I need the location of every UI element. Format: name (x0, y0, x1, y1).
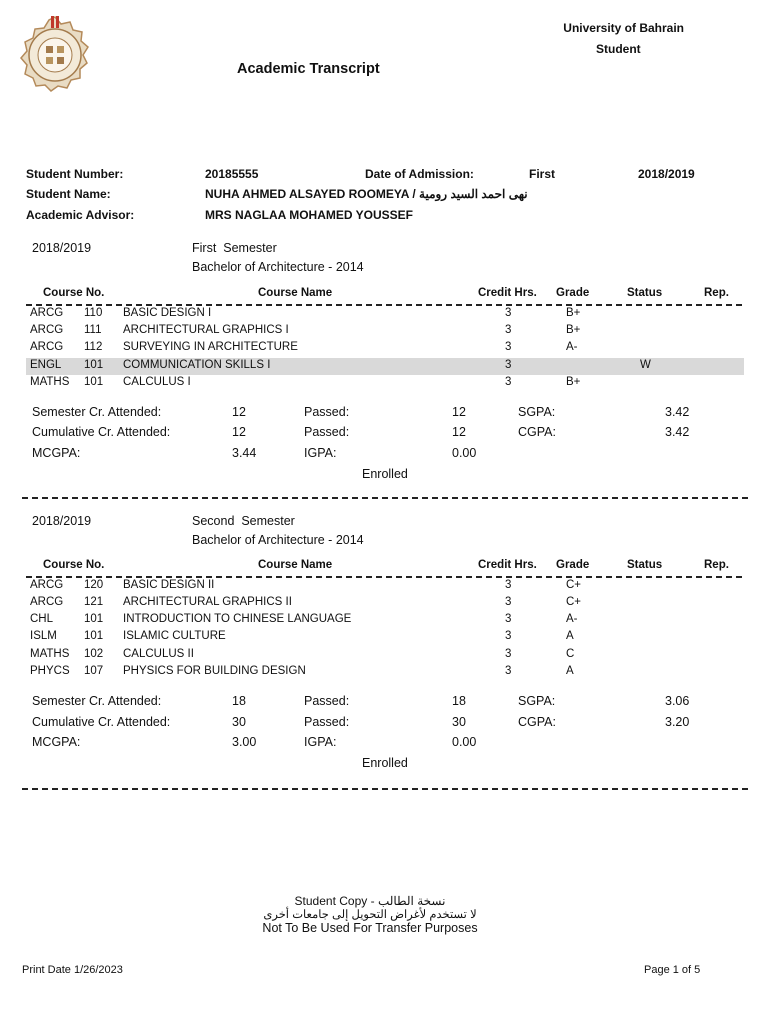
sem-attended-label: Semester Cr. Attended: (32, 405, 162, 419)
course-num: 107 (84, 665, 104, 677)
sem-passed-label: Passed: (304, 405, 350, 419)
course-row (26, 375, 744, 392)
col-rep: Rep. (704, 287, 729, 299)
course-num: 102 (84, 648, 104, 660)
student-name-label: Student Name: (26, 187, 111, 201)
arabic-transfer-note: لا تستخدم لأغراض التحويل إلى جامعات أخرى (263, 909, 477, 921)
cum-passed: 30 (452, 715, 466, 729)
sgpa-value: 3.06 (665, 694, 690, 708)
sem-passed: 18 (452, 694, 466, 708)
sgpa-label: SGPA: (518, 694, 556, 708)
program-name: Bachelor of Architecture - 2014 (192, 260, 364, 274)
sgpa-value: 3.42 (665, 405, 690, 419)
cgpa-value: 3.20 (665, 715, 690, 729)
course-num: 112 (84, 341, 103, 353)
cum-attended: 12 (232, 425, 246, 439)
course-credit: 3 (505, 648, 512, 660)
course-dept: ISLM (30, 630, 57, 642)
admission-term: First (529, 167, 556, 181)
course-name: ISLAMIC CULTURE (123, 630, 226, 642)
course-credit: 3 (505, 665, 512, 677)
course-name: CALCULUS II (123, 648, 194, 660)
sem-passed-label: Passed: (304, 694, 350, 708)
cgpa-label: CGPA: (518, 425, 556, 439)
course-num: 110 (84, 307, 103, 319)
course-credit: 3 (505, 376, 512, 388)
course-row (26, 340, 744, 357)
course-num: 101 (84, 613, 104, 625)
semester-year: 2018/2019 (32, 514, 92, 528)
course-status: W (640, 359, 651, 371)
course-credit: 3 (505, 307, 512, 319)
sem-attended-label: Semester Cr. Attended: (32, 694, 162, 708)
enrollment-status: Enrolled (362, 756, 408, 770)
mcgpa-label: MCGPA: (32, 735, 81, 749)
semester-term: Second Semester (192, 514, 295, 528)
course-credit: 3 (505, 341, 512, 353)
col-credit-hrs: Credit Hrs. (478, 559, 537, 571)
course-dept: CHL (30, 613, 54, 625)
admission-year: 2018/2019 (638, 167, 695, 181)
course-grade: C+ (566, 579, 582, 591)
col-course-name: Course Name (258, 287, 333, 299)
course-name: PHYSICS FOR BUILDING DESIGN (123, 665, 306, 677)
copy-type-label: Student (596, 42, 641, 56)
course-row (26, 578, 744, 595)
col-status: Status (627, 287, 663, 299)
cgpa-label: CGPA: (518, 715, 556, 729)
mcgpa-value: 3.00 (232, 735, 257, 749)
sem-attended: 18 (232, 694, 246, 708)
col-course-no: Course No. (43, 287, 105, 299)
course-row (26, 664, 744, 681)
course-num: 121 (84, 596, 104, 608)
course-grade: B+ (566, 376, 581, 388)
cum-attended-label: Cumulative Cr. Attended: (32, 425, 171, 439)
semester-term: First Semester (192, 241, 277, 255)
sem-passed: 12 (452, 405, 466, 419)
course-name: SURVEYING IN ARCHITECTURE (123, 341, 298, 353)
course-grade: C+ (566, 596, 582, 608)
course-dept: MATHS (30, 648, 70, 660)
transfer-note: Not To Be Used For Transfer Purposes (262, 921, 478, 935)
sgpa-label: SGPA: (518, 405, 556, 419)
course-num: 101 (84, 630, 104, 642)
col-status: Status (627, 559, 663, 571)
col-rep: Rep. (704, 559, 729, 571)
course-row (26, 323, 744, 340)
cum-passed-label: Passed: (304, 425, 350, 439)
course-num: 101 (84, 359, 104, 371)
advisor-name: MRS NAGLAA MOHAMED YOUSSEF (205, 208, 414, 222)
enrollment-status: Enrolled (362, 467, 408, 481)
course-grade: A- (566, 341, 578, 353)
igpa-label: IGPA: (304, 446, 337, 460)
course-dept: ARCG (30, 341, 64, 353)
course-num: 101 (84, 376, 104, 388)
igpa-value: 0.00 (452, 446, 477, 460)
mcgpa-label: MCGPA: (32, 446, 81, 460)
course-grade: B+ (566, 307, 581, 319)
col-grade: Grade (556, 287, 590, 299)
course-dept: PHYCS (30, 665, 70, 677)
course-credit: 3 (505, 359, 512, 371)
course-grade: A (566, 630, 574, 642)
cum-passed: 12 (452, 425, 466, 439)
university-seal-logo (18, 14, 92, 94)
course-name: CALCULUS I (123, 376, 191, 388)
course-name: ARCHITECTURAL GRAPHICS II (123, 596, 292, 608)
semester-separator (22, 788, 748, 790)
course-dept: ARCG (30, 579, 64, 591)
student-number: 20185555 (205, 167, 259, 181)
course-dept: MATHS (30, 376, 70, 388)
course-credit: 3 (505, 579, 512, 591)
cum-passed-label: Passed: (304, 715, 350, 729)
semester-separator (22, 497, 748, 499)
cum-attended-label: Cumulative Cr. Attended: (32, 715, 171, 729)
advisor-label: Academic Advisor: (26, 208, 135, 222)
course-num: 111 (84, 324, 102, 336)
course-grade: A- (566, 613, 578, 625)
col-course-name: Course Name (258, 559, 333, 571)
course-dept: ARCG (30, 307, 64, 319)
course-name: BASIC DESIGN I (123, 307, 212, 319)
course-name: INTRODUCTION TO CHINESE LANGUAGE (123, 613, 352, 625)
course-name: ARCHITECTURAL GRAPHICS I (123, 324, 289, 336)
course-row (26, 306, 744, 323)
course-dept: ARCG (30, 596, 64, 608)
course-credit: 3 (505, 630, 512, 642)
cgpa-value: 3.42 (665, 425, 690, 439)
page-number: Page 1 of 5 (644, 964, 701, 976)
course-credit: 3 (505, 324, 512, 336)
program-name: Bachelor of Architecture - 2014 (192, 533, 364, 547)
col-credit-hrs: Credit Hrs. (478, 287, 537, 299)
col-course-no: Course No. (43, 559, 105, 571)
course-grade: C (566, 648, 575, 660)
mcgpa-value: 3.44 (232, 446, 257, 460)
course-name: COMMUNICATION SKILLS I (123, 359, 271, 371)
page-title: Academic Transcript (237, 61, 380, 77)
semester-year: 2018/2019 (32, 241, 92, 255)
course-row-withdrawn (26, 358, 744, 375)
print-date: Print Date 1/26/2023 (22, 964, 123, 976)
course-grade: B+ (566, 324, 581, 336)
course-row (26, 595, 744, 612)
col-grade: Grade (556, 559, 590, 571)
course-row (26, 629, 744, 646)
course-row (26, 612, 744, 629)
student-number-label: Student Number: (26, 167, 124, 181)
course-credit: 3 (505, 613, 512, 625)
admission-label: Date of Admission: (365, 167, 474, 181)
course-name: BASIC DESIGN II (123, 579, 215, 591)
cum-attended: 30 (232, 715, 246, 729)
course-grade: A (566, 665, 574, 677)
sem-attended: 12 (232, 405, 246, 419)
course-dept: ARCG (30, 324, 64, 336)
student-name: NUHA AHMED ALSAYED ROOMEYA / نهى احمد السيد رومية (205, 187, 528, 201)
course-row (26, 647, 744, 664)
course-num: 120 (84, 579, 104, 591)
course-dept: ENGL (30, 359, 62, 371)
student-copy-note: Student Copy - نسخة الطالب (294, 894, 446, 908)
igpa-label: IGPA: (304, 735, 337, 749)
course-credit: 3 (505, 596, 512, 608)
igpa-value: 0.00 (452, 735, 477, 749)
university-name: University of Bahrain (563, 21, 684, 35)
